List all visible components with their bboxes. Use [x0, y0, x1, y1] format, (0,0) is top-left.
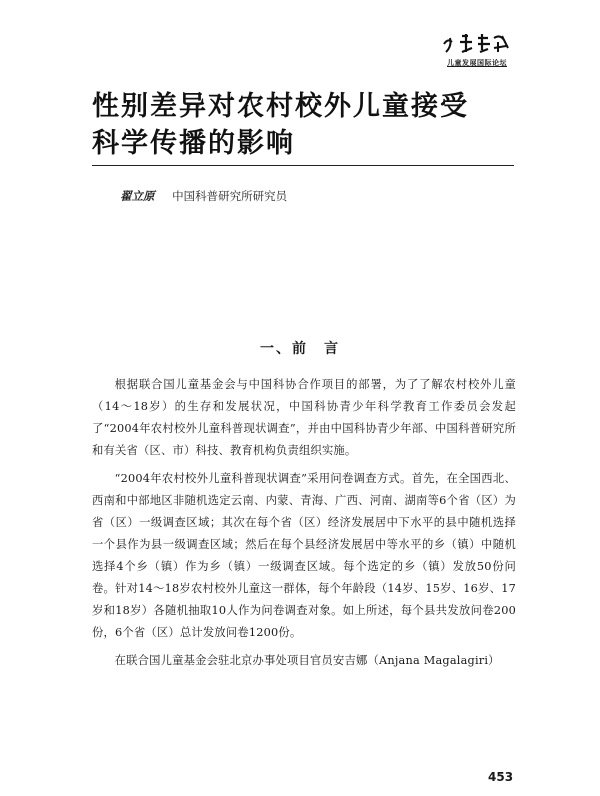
author-affiliation: 中国科普研究所研究员: [172, 189, 288, 203]
title-line-2: 科学传播的影响: [92, 128, 295, 159]
title-line-1: 性别差异对农村校外儿童接受: [92, 91, 469, 122]
author-name: 翟立原: [120, 189, 155, 203]
logo-caption: 儿童发展国际论坛: [447, 59, 507, 67]
paragraph: 根据联合国儿童基金会与中国科协合作项目的部署，为了了解农村校外儿童（14～18岁）的生存和发展状况，中国科协青少年科学教育工作委员会发起了“2004年农村校外儿童科普现状调查”，并由中国科协青少年部、中国科普研究所和有关省（区、市）科技、教育机构负责组织实施。: [92, 378, 516, 457]
author-line: [120, 188, 287, 204]
article-body: [92, 374, 516, 678]
title-divider: [92, 165, 514, 166]
article-title: [92, 88, 512, 162]
page-number: 453: [488, 770, 514, 784]
calligraphy-logo-icon: [436, 30, 516, 56]
section-heading: 一、前 言: [260, 341, 340, 357]
forum-logo: [436, 30, 518, 70]
paragraph: “2004年农村校外儿童科普现状调查”采用问卷调查方式。首先，在全国西北、西南和中部地区非随机选定云南、内蒙、青海、广西、河南、湖南等6个省（区）为省（区）一级调查区域；其次在每个省（区）经济发展居中下水平的县中随机选择一个县作为县一级调查区域；然后在每个县经济发展居中等水平的乡（镇）中随机选择4个乡（镇）作为乡（镇）一级调查区域。每个选定的乡（镇）发放50份问卷。针对14～18岁农村校外儿童这一群体，每个年龄段（14岁、15岁、16岁、17岁和18岁）各随机抽取10人作为问卷调查对象。如上所述，每个县共发放问卷200份，6个省（区）总计发放问卷1200份。: [92, 472, 516, 639]
paragraph: 在联合国儿童基金会驻北京办事处项目官员安吉娜（Anjana Magalagiri）: [114, 654, 500, 667]
